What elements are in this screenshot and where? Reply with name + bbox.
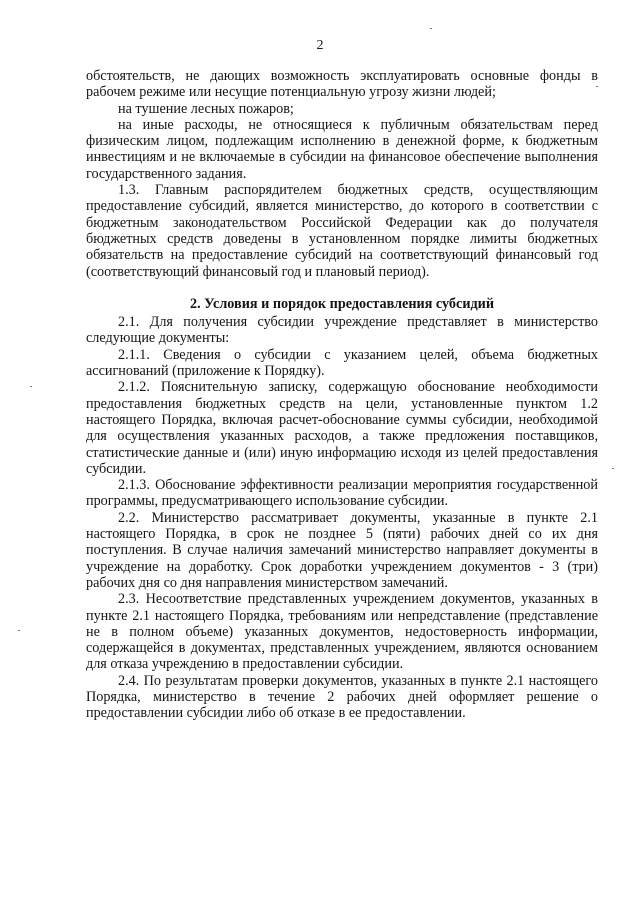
- paragraph-2-2: 2.2. Министерство рассматривает документы, указанные в пункте 2.1 настоящего Порядка, в срок не позднее 5 (пяти) рабочих дней со их дня поступления. В случае наличия замечаний министерство направляет документы в учреждение на доработку. Срок доработки учреждением документов - 3 (три) рабочих дня со дня направления министерством замечаний.: [86, 509, 598, 591]
- scan-speck: [612, 468, 614, 469]
- scan-speck: [30, 386, 32, 387]
- paragraph-forest-fires: на тушение лесных пожаров;: [118, 100, 294, 117]
- paragraph-2-1: 2.1. Для получения субсидии учреждение представляет в министерство следующие документы:: [86, 314, 598, 347]
- paragraph-2-3: 2.3. Несоответствие представленных учреждением документов, указанных в пункте 2.1 настоящего Порядка, требованиям или непредставление (представление не в полном объеме) указанных документов, недостоверность информации, содержащейся в документах, представленных учреждением, являются основанием для отказа учреждению в предоставлении субсидии.: [86, 591, 598, 673]
- scan-speck: [18, 630, 20, 631]
- section-heading: 2. Условия и порядок предоставления субсидий: [189, 295, 495, 312]
- paragraph-2-1-3: 2.1.3. Обоснование эффективности реализации мероприятия государственной программы, предусматривающего использование субсидии.: [86, 477, 598, 510]
- document-body: [86, 68, 598, 722]
- paragraph-2-4: 2.4. По результатам проверки документов, указанных в пункте 2.1 настоящего Порядка, министерство в течение 2 рабочих дней оформляет решение о предоставлении субсидии либо об отказе в ее предоставлении.: [86, 672, 598, 722]
- paragraph-2-1-2: 2.1.2. Пояснительную записку, содержащую обоснование необходимости предоставления бюджетных средств на цели, установленные пунктом 1.2 настоящего Порядка, включая расчет-обоснование суммы субсидии, необходимой для осуществления указанных расходов, а также предложения поставщиков, статистические данные и (или) иную информацию исходя из целей предоставления субсидии.: [86, 379, 598, 477]
- page-number: 2: [316, 38, 324, 53]
- scan-speck: [430, 28, 432, 29]
- scan-speck: [596, 86, 598, 87]
- paragraph-2-1-1: 2.1.1. Сведения о субсидии с указанием целей, объема бюджетных ассигнований (приложение к Порядку).: [86, 346, 598, 380]
- paragraph-continuation: обстоятельств, не дающих возможность эксплуатировать основные фонды в рабочем режиме или несущие потенциальную угрозу жизни людей;: [86, 68, 598, 101]
- paragraph-other-expenses: на иные расходы, не относящиеся к публичным обязательствам перед физическим лицом, подлежащим исполнению в денежной форме, к бюджетным инвестициям и не включаемые в субсидии на финансовое обеспечение выполнения государственного задания.: [86, 116, 598, 182]
- paragraph-1-3: 1.3. Главным распорядителем бюджетных средств, осуществляющим предоставление субсидий, является министерство, до которого в соответствии с бюджетным законодательством Российской Федерации как до получателя бюджетных средств доведены в установленном порядке лимиты бюджетных обязательств на предоставление субсидий на соответствующий финансовый год (соответствующий финансовый год и плановый период).: [86, 182, 598, 280]
